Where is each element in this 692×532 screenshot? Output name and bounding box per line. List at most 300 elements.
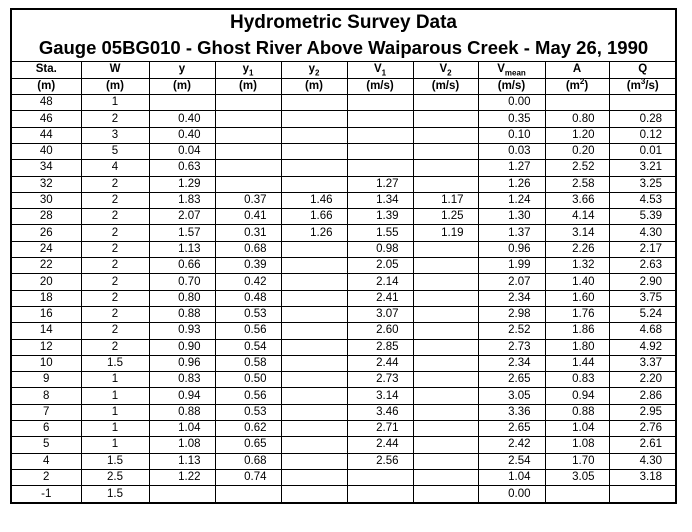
table-cell: 3.14 — [545, 225, 609, 241]
table-cell: 2 — [81, 111, 149, 127]
table-cell: 4.53 — [609, 192, 676, 208]
table-cell: 0.35 — [478, 111, 545, 127]
column-header-label: V — [373, 63, 382, 76]
table-cell: 1.24 — [478, 192, 545, 208]
table-cell: 4.68 — [609, 323, 676, 339]
column-header — [413, 62, 478, 78]
table-cell — [413, 127, 478, 143]
table-cell: 0.93 — [149, 323, 215, 339]
table-cell — [281, 176, 347, 192]
table-cell — [413, 274, 478, 290]
table-cell — [281, 143, 347, 159]
table-cell: 1.26 — [281, 225, 347, 241]
table-cell: 2 — [81, 241, 149, 257]
table-cell: 1.26 — [478, 176, 545, 192]
table-cell — [215, 143, 281, 159]
column-header-label: V — [439, 63, 448, 76]
table-cell: 4.30 — [609, 453, 676, 469]
table-cell: 0.40 — [149, 127, 215, 143]
table-cell — [347, 486, 413, 502]
survey-table — [12, 62, 676, 502]
column-unit — [413, 78, 478, 94]
table-cell — [413, 160, 478, 176]
table-cell — [413, 258, 478, 274]
table-cell: 2.85 — [347, 339, 413, 355]
table-cell: 2.60 — [347, 323, 413, 339]
table-cell — [413, 143, 478, 159]
table-cell: 1.40 — [545, 274, 609, 290]
table-row — [12, 241, 676, 257]
table-cell: 0.80 — [545, 111, 609, 127]
column-unit — [12, 78, 81, 94]
table-row — [12, 176, 676, 192]
table-cell: 14 — [12, 323, 81, 339]
table-cell: 1.19 — [413, 225, 478, 241]
table-cell: 0.65 — [215, 437, 281, 453]
table-row — [12, 209, 676, 225]
table-row — [12, 160, 676, 176]
table-cell: 1.04 — [478, 469, 545, 485]
table-cell — [413, 306, 478, 322]
column-unit-main: (m — [565, 79, 580, 92]
table-cell — [215, 176, 281, 192]
column-unit-end: /s) — [645, 79, 659, 92]
table-cell — [281, 95, 347, 111]
table-cell: 0.96 — [478, 241, 545, 257]
table-row — [12, 469, 676, 485]
table-cell: 2.54 — [478, 453, 545, 469]
table-row — [12, 388, 676, 404]
table-cell: 2.65 — [478, 372, 545, 388]
table-cell: 2 — [81, 323, 149, 339]
column-header-label: Q — [638, 63, 648, 76]
table-cell — [215, 160, 281, 176]
table-cell: 1.04 — [545, 421, 609, 437]
table-cell: 0.28 — [609, 111, 676, 127]
column-unit — [215, 78, 281, 94]
table-cell — [281, 421, 347, 437]
table-cell: 0.63 — [149, 160, 215, 176]
table-cell — [347, 111, 413, 127]
table-cell: 0.88 — [149, 404, 215, 420]
column-unit — [149, 78, 215, 94]
table-cell: 22 — [12, 258, 81, 274]
table-cell: 1.20 — [545, 127, 609, 143]
table-cell — [413, 290, 478, 306]
table-cell — [413, 469, 478, 485]
table-cell: 0.98 — [347, 241, 413, 257]
table-cell: 2 — [81, 225, 149, 241]
table-cell: 1 — [81, 421, 149, 437]
table-cell: 1 — [81, 388, 149, 404]
table-cell: 1.13 — [149, 241, 215, 257]
table-cell: 2.17 — [609, 241, 676, 257]
table-cell: 28 — [12, 209, 81, 225]
column-unit — [347, 78, 413, 94]
column-header — [478, 62, 545, 78]
table-cell: 0.88 — [149, 306, 215, 322]
table-cell: 2.41 — [347, 290, 413, 306]
table-cell — [281, 290, 347, 306]
table-cell: 0.80 — [149, 290, 215, 306]
table-cell: 1.55 — [347, 225, 413, 241]
table-cell: 6 — [12, 421, 81, 437]
table-cell: 2.14 — [347, 274, 413, 290]
table-cell: 1.30 — [478, 209, 545, 225]
table-cell: 2.90 — [609, 274, 676, 290]
table-row — [12, 258, 676, 274]
table-cell — [413, 323, 478, 339]
table-cell — [215, 111, 281, 127]
table-cell: 3.37 — [609, 355, 676, 371]
table-cell — [281, 274, 347, 290]
table-cell — [281, 355, 347, 371]
table-cell — [413, 388, 478, 404]
table-cell: 2.52 — [545, 160, 609, 176]
table-cell: 40 — [12, 143, 81, 159]
table-cell: 1.25 — [413, 209, 478, 225]
table-cell: 0.58 — [215, 355, 281, 371]
table-cell: 0.70 — [149, 274, 215, 290]
table-cell: 2.73 — [478, 339, 545, 355]
table-cell: 4 — [81, 160, 149, 176]
table-cell: 0.56 — [215, 323, 281, 339]
table-row — [12, 95, 676, 111]
survey-sheet — [10, 8, 677, 504]
table-cell: 0.66 — [149, 258, 215, 274]
table-row — [12, 339, 676, 355]
table-cell: 0.00 — [478, 486, 545, 502]
table-cell: 20 — [12, 274, 81, 290]
table-cell: 0.41 — [215, 209, 281, 225]
table-cell: 1.13 — [149, 453, 215, 469]
table-cell: 0.40 — [149, 111, 215, 127]
table-cell: 0.62 — [215, 421, 281, 437]
table-cell: 2.98 — [478, 306, 545, 322]
table-cell: 10 — [12, 355, 81, 371]
table-cell: 1.60 — [545, 290, 609, 306]
column-header-subscript: 2 — [314, 68, 320, 78]
table-cell: 0.90 — [149, 339, 215, 355]
column-unit-main: (m/s) — [366, 79, 394, 92]
column-unit — [81, 78, 149, 94]
table-cell: 5 — [12, 437, 81, 453]
table-cell: 3.66 — [545, 192, 609, 208]
table-cell: 0.68 — [215, 453, 281, 469]
table-cell: 34 — [12, 160, 81, 176]
table-cell — [215, 127, 281, 143]
table-cell: 1.46 — [281, 192, 347, 208]
table-cell: 2.95 — [609, 404, 676, 420]
table-cell: 4.14 — [545, 209, 609, 225]
table-cell: 1.17 — [413, 192, 478, 208]
table-cell: 1.57 — [149, 225, 215, 241]
table-cell — [281, 437, 347, 453]
table-cell: 3.05 — [545, 469, 609, 485]
table-cell: 0.04 — [149, 143, 215, 159]
column-header — [149, 62, 215, 78]
table-cell: 1 — [81, 372, 149, 388]
table-cell: 1.5 — [81, 355, 149, 371]
table-cell — [413, 111, 478, 127]
column-header-subscript: 1 — [381, 68, 387, 78]
table-cell: 1.80 — [545, 339, 609, 355]
table-cell: 46 — [12, 111, 81, 127]
table-cell: 30 — [12, 192, 81, 208]
column-header — [609, 62, 676, 78]
table-row — [12, 355, 676, 371]
table-cell: 2.07 — [149, 209, 215, 225]
table-cell — [413, 421, 478, 437]
table-cell: 2.61 — [609, 437, 676, 453]
column-unit — [281, 78, 347, 94]
table-cell — [347, 95, 413, 111]
table-row — [12, 225, 676, 241]
table-cell — [281, 111, 347, 127]
column-header — [347, 62, 413, 78]
column-header-label: Sta. — [35, 63, 57, 76]
table-cell — [413, 95, 478, 111]
table-cell — [281, 453, 347, 469]
table-cell: 2.44 — [347, 355, 413, 371]
table-cell: 8 — [12, 388, 81, 404]
table-cell: 2.86 — [609, 388, 676, 404]
column-unit — [478, 78, 545, 94]
table-cell: 0.74 — [215, 469, 281, 485]
table-row — [12, 306, 676, 322]
table-cell: 1 — [81, 95, 149, 111]
table-cell — [149, 95, 215, 111]
table-cell: 16 — [12, 306, 81, 322]
table-cell — [281, 241, 347, 257]
table-cell — [281, 388, 347, 404]
table-cell: 0.00 — [478, 95, 545, 111]
table-row — [12, 323, 676, 339]
table-cell: 7 — [12, 404, 81, 420]
column-header-label: A — [572, 63, 582, 76]
table-cell: 1.5 — [81, 453, 149, 469]
table-cell: 3.75 — [609, 290, 676, 306]
table-cell: 0.01 — [609, 143, 676, 159]
table-cell: 0.94 — [545, 388, 609, 404]
table-cell — [413, 372, 478, 388]
table-cell: 0.50 — [215, 372, 281, 388]
table-cell: 0.56 — [215, 388, 281, 404]
table-cell: 32 — [12, 176, 81, 192]
table-cell: 2.07 — [478, 274, 545, 290]
table-cell: 4 — [12, 453, 81, 469]
table-cell: 0.12 — [609, 127, 676, 143]
table-cell — [281, 258, 347, 274]
table-cell: 2.26 — [545, 241, 609, 257]
table-cell: 1.34 — [347, 192, 413, 208]
table-cell — [413, 437, 478, 453]
table-cell: 2.20 — [609, 372, 676, 388]
table-cell: 2.73 — [347, 372, 413, 388]
column-header — [81, 62, 149, 78]
table-cell: 1.29 — [149, 176, 215, 192]
table-cell: 2.42 — [478, 437, 545, 453]
table-cell — [413, 176, 478, 192]
table-cell: 0.03 — [478, 143, 545, 159]
table-cell: 0.53 — [215, 404, 281, 420]
table-cell: 1.76 — [545, 306, 609, 322]
table-cell: 2 — [81, 339, 149, 355]
table-cell: 1.08 — [545, 437, 609, 453]
table-cell: 4.92 — [609, 339, 676, 355]
column-header-subscript: 1 — [248, 68, 254, 78]
column-header-label: y — [308, 63, 315, 76]
table-cell: 3.46 — [347, 404, 413, 420]
table-cell: 0.20 — [545, 143, 609, 159]
table-cell — [347, 143, 413, 159]
table-cell: 2.76 — [609, 421, 676, 437]
table-row — [12, 192, 676, 208]
table-cell: 1.39 — [347, 209, 413, 225]
column-header-label: W — [109, 63, 121, 76]
table-cell — [281, 160, 347, 176]
table-cell: 2 — [81, 306, 149, 322]
table-cell: -1 — [12, 486, 81, 502]
table-cell: 3.21 — [609, 160, 676, 176]
table-cell — [215, 486, 281, 502]
table-cell: 1 — [81, 437, 149, 453]
table-cell — [281, 339, 347, 355]
column-header — [12, 62, 81, 78]
column-unit-main: (m) — [305, 79, 323, 92]
table-cell — [347, 469, 413, 485]
column-header — [545, 62, 609, 78]
table-cell — [413, 453, 478, 469]
table-cell: 3.36 — [478, 404, 545, 420]
table-cell — [347, 160, 413, 176]
table-cell: 3.07 — [347, 306, 413, 322]
table-cell: 1.44 — [545, 355, 609, 371]
table-cell — [281, 127, 347, 143]
column-header-label: y — [178, 63, 186, 76]
table-cell — [609, 95, 676, 111]
table-cell: 2 — [81, 176, 149, 192]
table-cell: 26 — [12, 225, 81, 241]
table-cell — [545, 95, 609, 111]
sheet-title: Hydrometric Survey Data — [229, 12, 458, 33]
table-cell: 1.27 — [478, 160, 545, 176]
table-cell: 1.08 — [149, 437, 215, 453]
table-cell: 2.71 — [347, 421, 413, 437]
table-body — [12, 95, 676, 502]
column-unit-sup: 2 — [579, 78, 585, 87]
table-cell: 1.86 — [545, 323, 609, 339]
table-cell: 0.83 — [149, 372, 215, 388]
table-cell — [545, 486, 609, 502]
table-cell — [413, 486, 478, 502]
column-header-subscript: mean — [504, 68, 526, 78]
table-cell: 1.37 — [478, 225, 545, 241]
table-cell — [281, 372, 347, 388]
table-cell — [413, 241, 478, 257]
table-cell: 2 — [12, 469, 81, 485]
table-cell: 0.42 — [215, 274, 281, 290]
table-cell: 48 — [12, 95, 81, 111]
table-cell: 0.37 — [215, 192, 281, 208]
table-cell: 18 — [12, 290, 81, 306]
table-cell: 2 — [81, 209, 149, 225]
table-cell: 2.58 — [545, 176, 609, 192]
column-header — [215, 62, 281, 78]
table-cell — [215, 95, 281, 111]
table-cell: 2.34 — [478, 355, 545, 371]
table-cell: 2.05 — [347, 258, 413, 274]
table-cell: 2.63 — [609, 258, 676, 274]
column-unit-main: (m) — [37, 79, 56, 92]
table-cell: 0.31 — [215, 225, 281, 241]
table-cell: 1.99 — [478, 258, 545, 274]
table-cell: 3.14 — [347, 388, 413, 404]
table-cell — [281, 486, 347, 502]
table-cell: 2 — [81, 274, 149, 290]
column-unit-sup: 3 — [640, 78, 646, 87]
column-header-label: V — [497, 63, 505, 76]
table-row — [12, 127, 676, 143]
table-cell — [413, 404, 478, 420]
table-cell: 1.83 — [149, 192, 215, 208]
table-cell: 2.65 — [478, 421, 545, 437]
table-cell: 0.10 — [478, 127, 545, 143]
table-row — [12, 486, 676, 502]
column-header — [281, 62, 347, 78]
table-cell — [281, 404, 347, 420]
table-cell: 1.04 — [149, 421, 215, 437]
table-cell: 4.30 — [609, 225, 676, 241]
table-cell: 0.88 — [545, 404, 609, 420]
table-cell: 2 — [81, 290, 149, 306]
table-cell: 5 — [81, 143, 149, 159]
table-cell: 0.96 — [149, 355, 215, 371]
table-cell: 1.5 — [81, 486, 149, 502]
table-cell: 0.94 — [149, 388, 215, 404]
column-unit-end: ) — [584, 79, 589, 92]
table-cell: 0.48 — [215, 290, 281, 306]
table-row — [12, 437, 676, 453]
table-cell: 2.52 — [478, 323, 545, 339]
table-cell: 2.44 — [347, 437, 413, 453]
table-cell: 0.54 — [215, 339, 281, 355]
table-cell: 9 — [12, 372, 81, 388]
table-row — [12, 111, 676, 127]
table-cell: 0.39 — [215, 258, 281, 274]
column-unit-main: (m) — [173, 79, 191, 92]
table-cell: 2 — [81, 192, 149, 208]
table-cell: 1.66 — [281, 209, 347, 225]
table-cell: 24 — [12, 241, 81, 257]
table-cell — [413, 355, 478, 371]
column-unit-main: (m) — [239, 79, 257, 92]
table-cell: 2 — [81, 258, 149, 274]
table-cell — [413, 339, 478, 355]
table-row — [12, 421, 676, 437]
table-row — [12, 372, 676, 388]
table-cell: 2.34 — [478, 290, 545, 306]
column-header-label: y — [242, 63, 249, 76]
column-header-subscript: 2 — [447, 68, 452, 78]
column-unit-main: (m — [626, 79, 641, 92]
table-cell — [609, 486, 676, 502]
table-cell: 1.27 — [347, 176, 413, 192]
table-row — [12, 143, 676, 159]
column-unit — [609, 78, 676, 94]
column-unit-main: (m) — [106, 79, 124, 92]
table-cell: 3 — [81, 127, 149, 143]
